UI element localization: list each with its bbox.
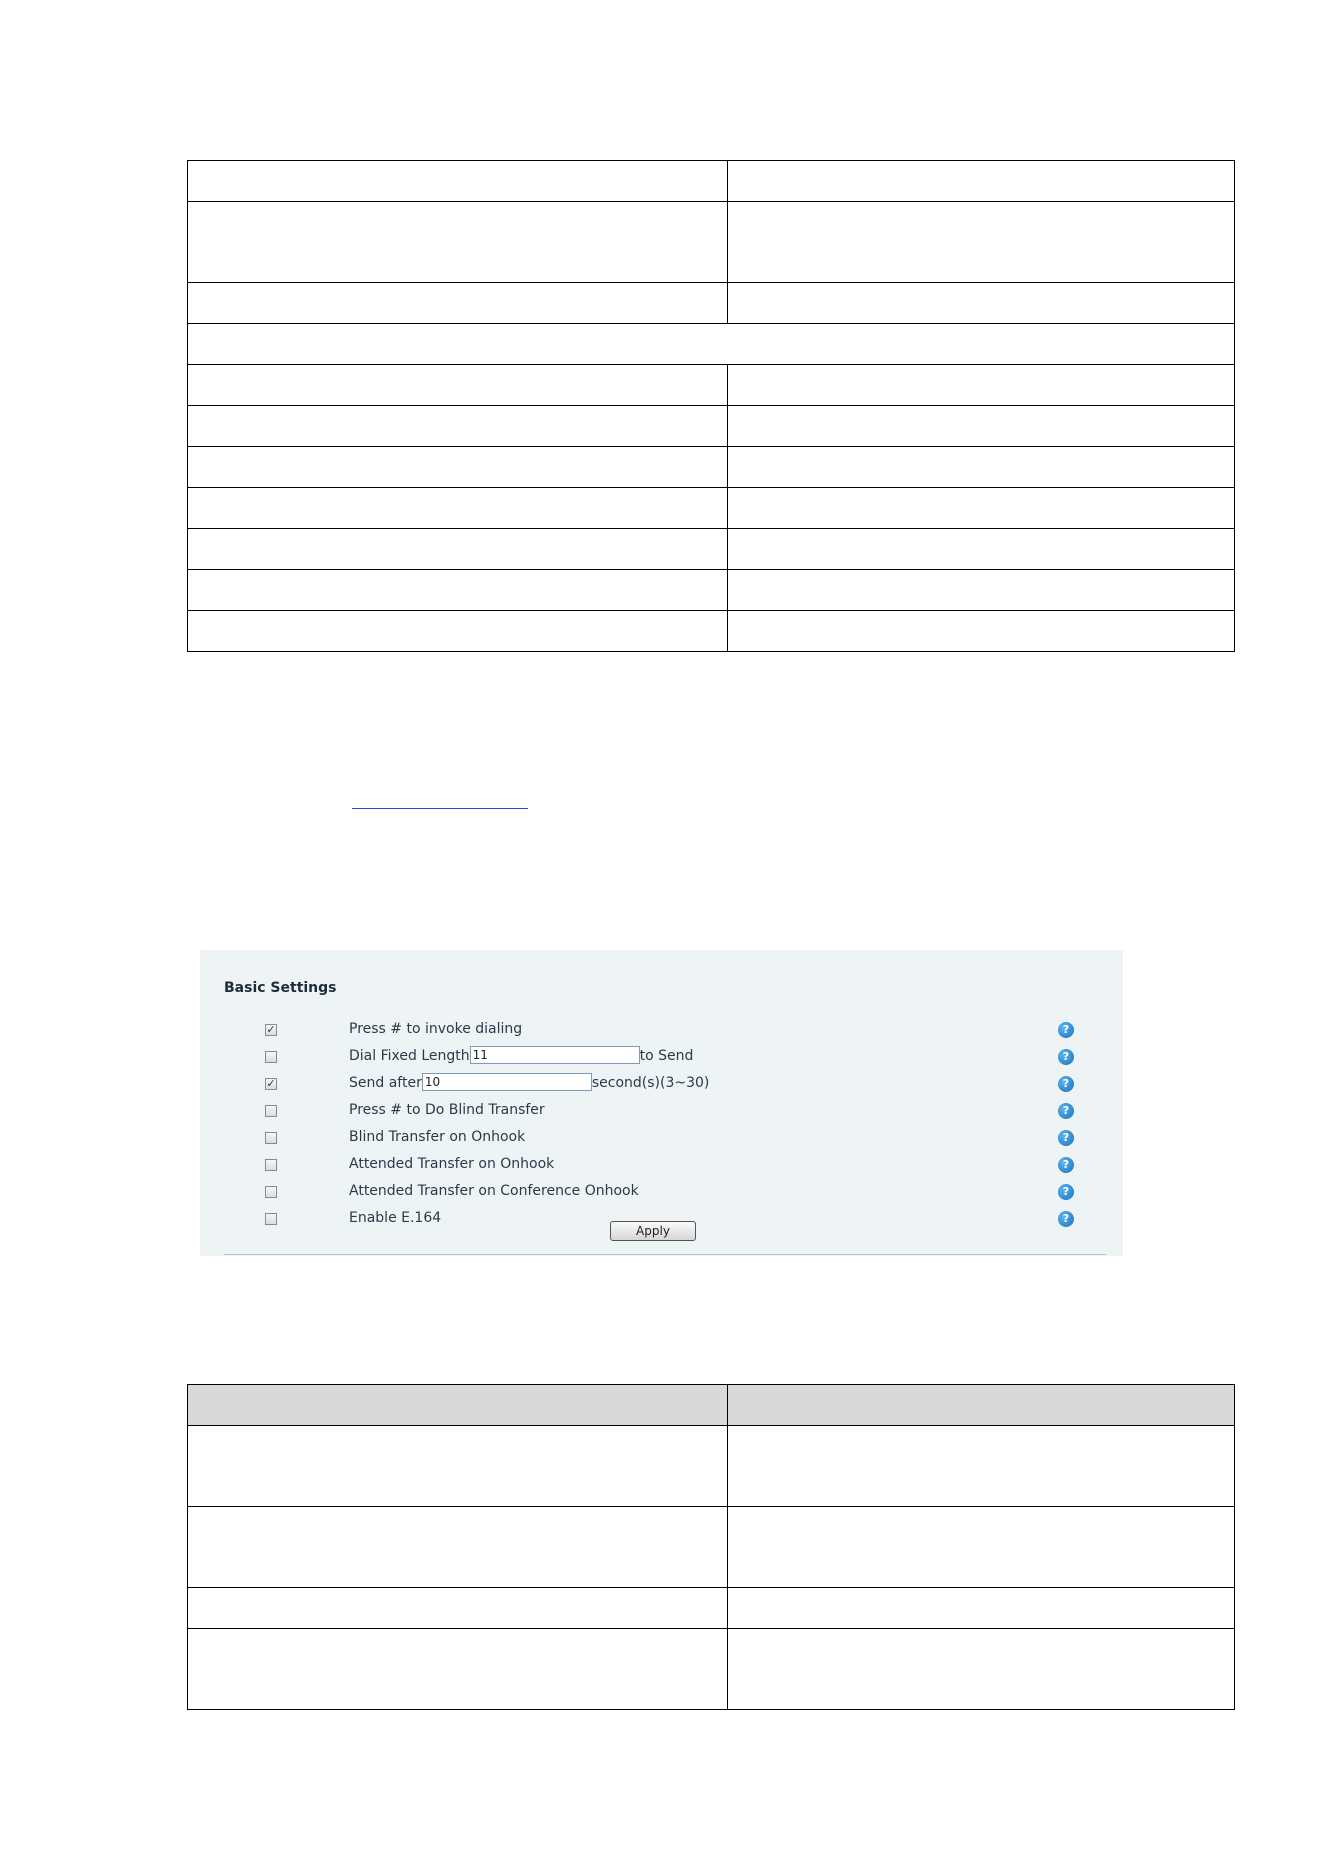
setting-row-blind-transfer-onhook [200,1126,1123,1152]
table-row [188,1588,1235,1629]
blind-transfer-onhook-checkbox[interactable] [265,1132,277,1144]
question-circle-icon[interactable]: ? [1058,1103,1074,1119]
setting-row-send-after [200,1072,1123,1098]
setting-label: Send after [349,1075,422,1091]
panel-divider [224,1254,1106,1255]
table-row [188,447,1235,488]
table-row [188,1629,1235,1710]
blind-transfer-hash-checkbox[interactable] [265,1105,277,1117]
send-after-input[interactable]: 10 [422,1073,592,1091]
question-circle-icon[interactable]: ? [1058,1184,1074,1200]
fixed-length-input[interactable]: 11 [470,1046,640,1064]
setting-label: Dial Fixed Length [349,1048,470,1064]
table-row [188,406,1235,447]
top-parameter-table [187,160,1235,652]
hyperlink-underline[interactable] [352,808,528,809]
table-row [188,488,1235,529]
setting-row-invoke-dialing [200,1018,1123,1044]
attended-transfer-conference-checkbox[interactable] [265,1186,277,1198]
table-row [188,161,1235,202]
question-circle-icon[interactable]: ? [1058,1022,1074,1038]
setting-label: Blind Transfer on Onhook [349,1129,526,1145]
apply-button[interactable]: Apply [610,1221,696,1241]
setting-label: Press # to Do Blind Transfer [349,1102,545,1118]
panel-title: Basic Settings [224,980,337,996]
table-row [188,365,1235,406]
question-circle-icon[interactable]: ? [1058,1076,1074,1092]
setting-suffix: second(s)(3~30) [591,1075,710,1091]
attended-transfer-onhook-checkbox[interactable] [265,1159,277,1171]
setting-label: Enable E.164 [349,1210,442,1226]
question-circle-icon[interactable]: ? [1058,1130,1074,1146]
setting-label: Attended Transfer on Onhook [349,1156,555,1172]
table-row [188,1426,1235,1507]
enable-e164-checkbox[interactable] [265,1213,277,1225]
question-circle-icon[interactable]: ? [1058,1211,1074,1227]
table-row [188,283,1235,324]
table-header-row [188,1385,1235,1426]
basic-settings-panel [200,950,1123,1256]
table-row [188,570,1235,611]
setting-row-attended-transfer-conference [200,1180,1123,1206]
question-circle-icon[interactable]: ? [1058,1157,1074,1173]
setting-row-dial-fixed-length [200,1045,1123,1071]
bottom-parameter-table [187,1384,1235,1710]
question-circle-icon[interactable]: ? [1058,1049,1074,1065]
table-row [188,529,1235,570]
setting-suffix: to Send [639,1048,694,1064]
table-section-row [188,324,1235,365]
table-row [188,611,1235,652]
dial-fixed-length-checkbox[interactable] [265,1051,277,1063]
setting-label: Attended Transfer on Conference Onhook [349,1183,639,1199]
setting-row-blind-transfer-hash [200,1099,1123,1125]
table-row [188,1507,1235,1588]
table-row [188,202,1235,283]
setting-label: Press # to invoke dialing [349,1021,523,1037]
send-after-checkbox[interactable]: ✓ [266,1077,276,1090]
setting-row-attended-transfer-onhook [200,1153,1123,1179]
invoke-dialing-checkbox[interactable]: ✓ [266,1023,276,1036]
